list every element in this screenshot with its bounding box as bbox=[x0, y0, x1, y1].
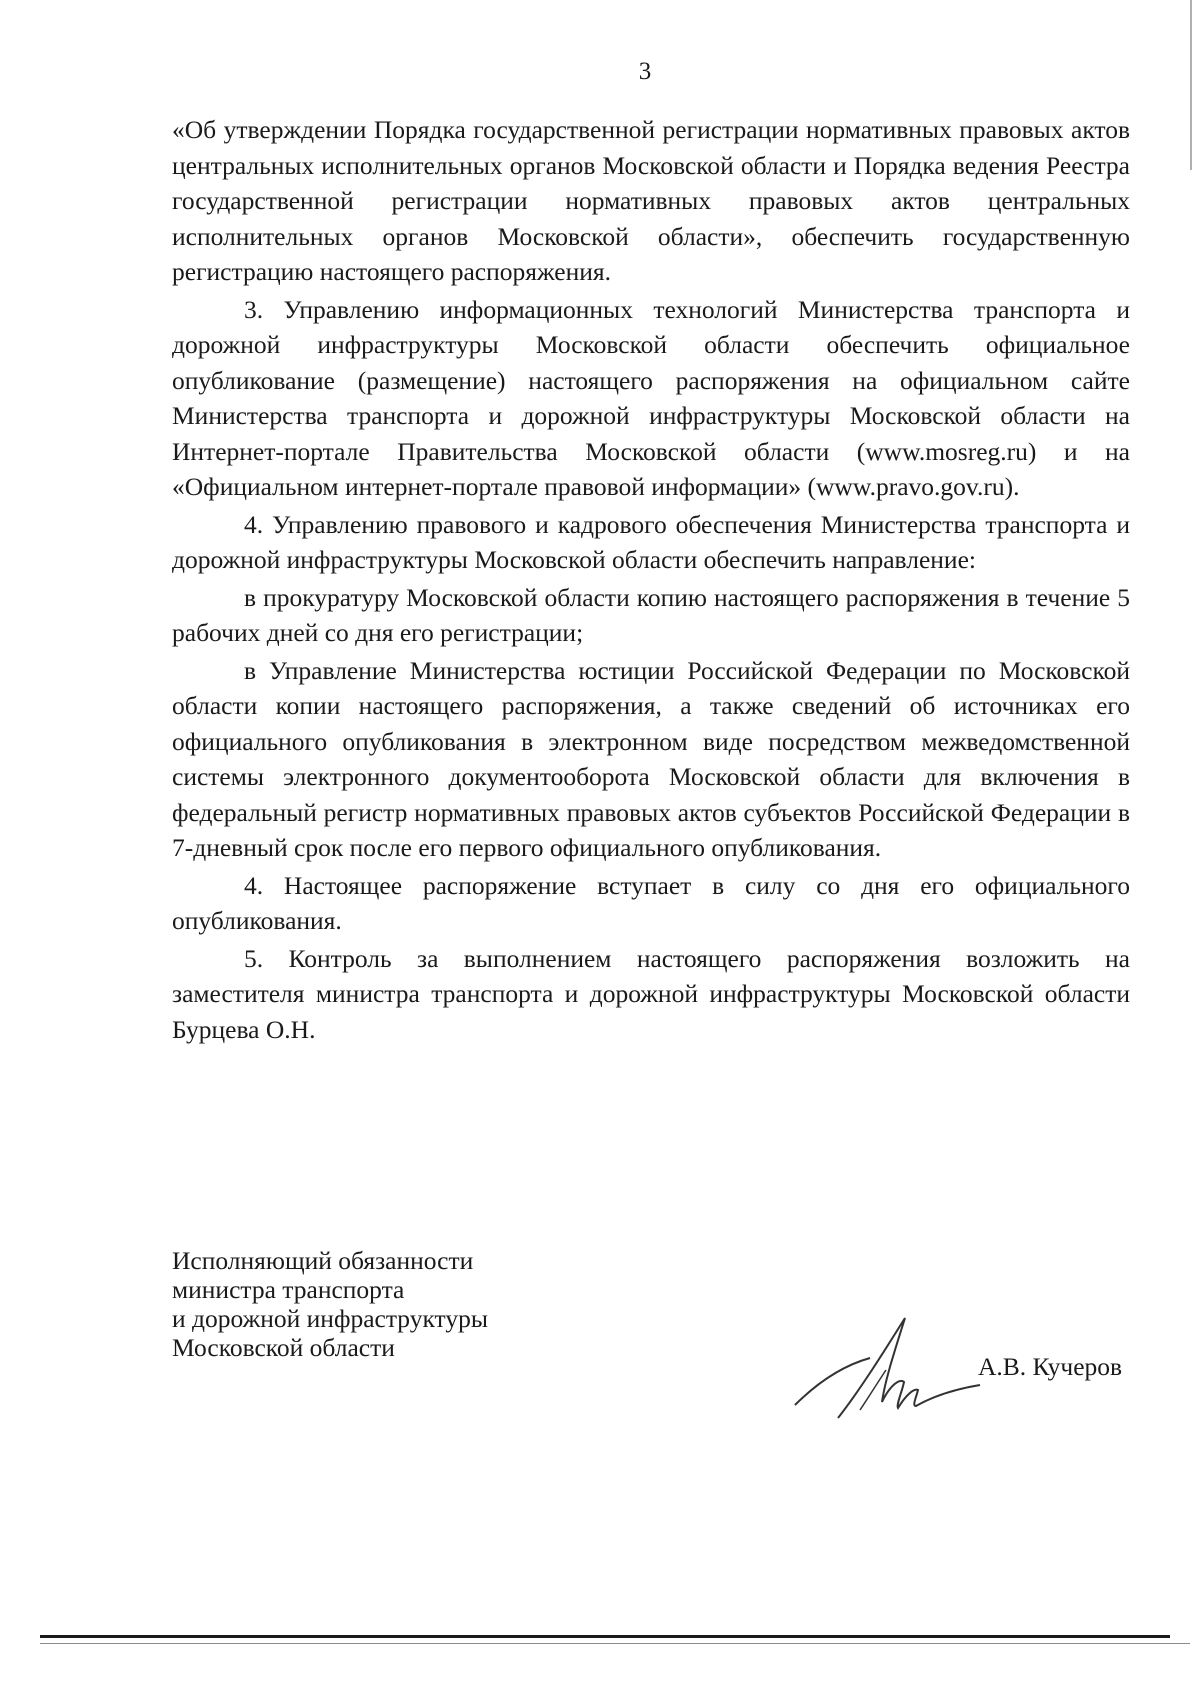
handwritten-signature bbox=[790, 1310, 990, 1430]
signatory-title-line: министра транспорта bbox=[172, 1275, 405, 1304]
paragraph-regulation-continuation: «Об утверждении Порядка государственной регистрации нормативных правовых актов центральных исполнительных органов Московской области и Порядка ведения Реестра государственной регистрации нормативных правовых актов центральных исполнительных органов Московской области», обеспечить государственную регистрацию настоящего распоряжения. bbox=[172, 115, 1130, 286]
signatory-title bbox=[172, 1246, 488, 1362]
footer-divider bbox=[40, 1635, 1170, 1638]
paragraph-item-4-direction: 4. Управлению правового и кадрового обеспечения Министерства транспорта и дорожной инфраструктуры Московской области обеспечить направление: bbox=[172, 509, 1130, 574]
signatory-title-line: Московской области bbox=[172, 1333, 395, 1362]
signer-name: А.В. Кучеров bbox=[978, 1352, 1123, 1381]
paragraph-item-3-publication: 3. Управлению информационных технологий Министерства транспорта и дорожной инфраструктуры Московской области обеспечить официальное опубликование (размещение) настоящего распоряжения на официальном сайте Министерства транспорта и дорожной инфраструктуры Московской области на Интернет-портале Правительства Московской области (www.mosreg.ru) и на «Официальном интернет-портале правовой информации» (www.pravo.gov.ru). bbox=[172, 294, 1130, 501]
paragraph-prosecutor: в прокуратуру Московской области копию настоящего распоряжения в течение 5 рабочих дней со дня его регистрации; bbox=[172, 582, 1130, 647]
document-body bbox=[172, 112, 1130, 1049]
paragraph-item-5-control: 5. Контроль за выполнением настоящего распоряжения возложить на заместителя министра транспорта и дорожной инфраструктуры Московской области Бурцева О.Н. bbox=[172, 943, 1130, 1044]
signatory-title-line: Исполняющий обязанности bbox=[172, 1246, 474, 1275]
footer-divider-secondary bbox=[40, 1643, 1190, 1644]
signatory-title-line: и дорожной инфраструктуры bbox=[172, 1304, 488, 1333]
paragraph-justice-ministry: в Управление Министерства юстиции Российской Федерации по Московской области копии настоящего распоряжения, а также сведений об источниках его официального опубликования в электронном виде посредством межведомственной системы электронного документооборота Московской области для включения в федеральный регистр нормативных правовых актов субъектов Российской Федерации в 7-дневный срок после его первого официального опубликования. bbox=[172, 655, 1130, 862]
paragraph-item-4-entry-into-force: 4. Настоящее распоряжение вступает в силу со дня его официального опубликования. bbox=[172, 870, 1130, 935]
page-number: 3 bbox=[638, 58, 652, 85]
